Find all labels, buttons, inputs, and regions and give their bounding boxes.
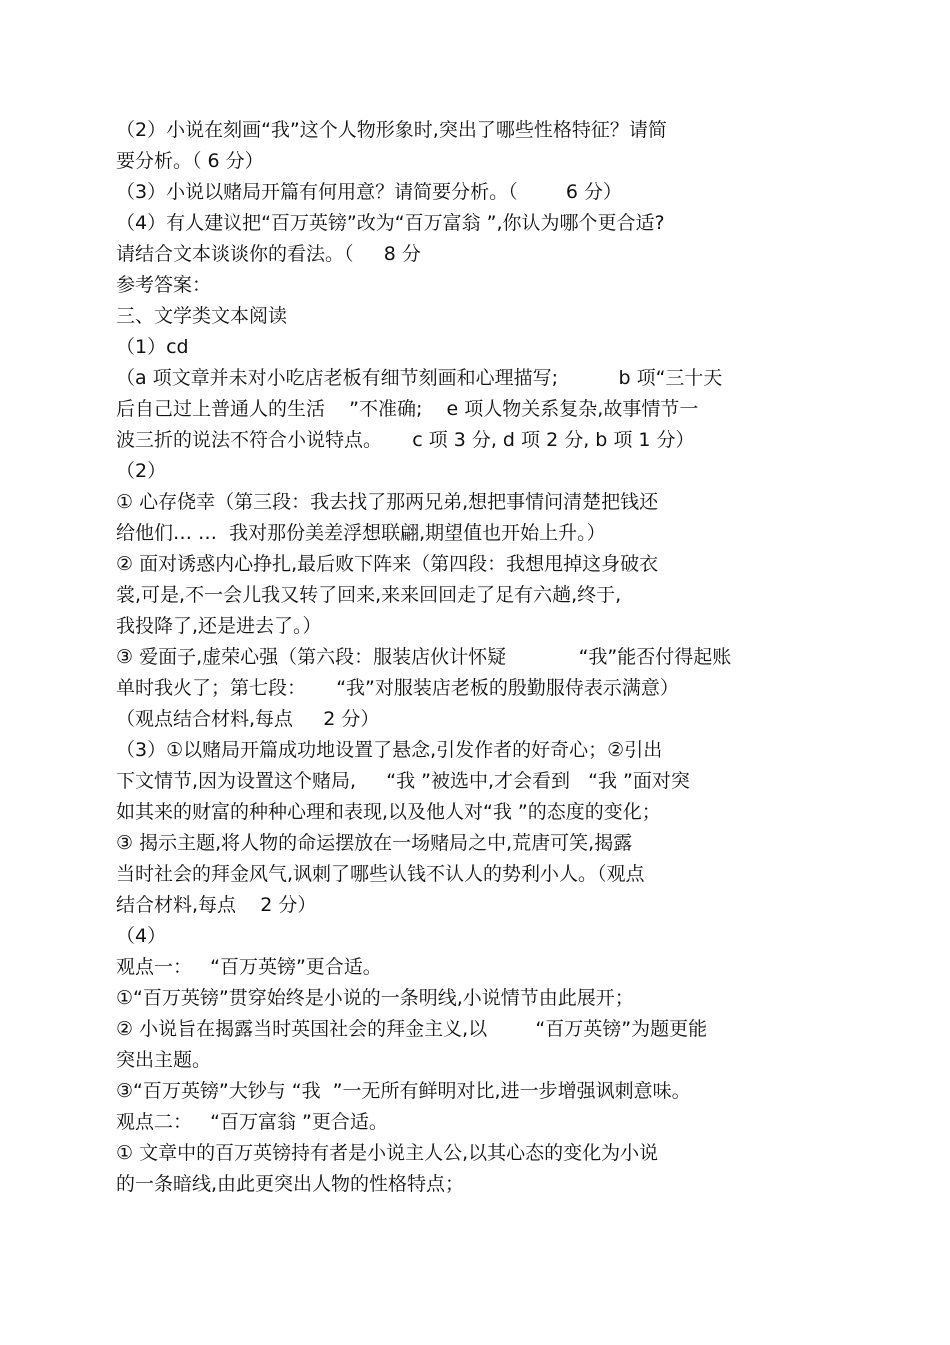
answer-1: （1）cd [116,336,189,358]
answer-2-point-2-line-2: 裳,可是,不一会儿我又转了回来,来来回回走了足有六趟,终于, [116,584,622,606]
viewpoint-1-heading: 观点一： “百万英镑”更合适。 [116,956,382,978]
viewpoint-1-point-2-line-2: 突出主题。 [116,1049,212,1071]
answer-3-line-4: ③ 揭示主题,将人物的命运摆放在一场赌局之中,荒唐可笑,揭露 [116,832,633,854]
viewpoint-2-point-1-line-2: 的一条暗线,由此更突出人物的性格特点； [116,1173,465,1195]
question-4-line-1: （4）有人建议把“百万英镑”改为“百万富翁 ”,你认为哪个更合适? [116,212,665,234]
answer-2-point-2-line-1: ② 面对诱惑内心挣扎,最后败下阵来（第四段：我想甩掉这身破衣 [116,553,659,575]
viewpoint-2-heading: 观点二： “百万富翁 ”更合适。 [116,1111,388,1133]
answer-2-point-3-line-2: 单时我火了；第七段： “我”对服装店老板的殷勤服侍表示满意） [116,677,679,699]
viewpoint-2-point-1-line-1: ① 文章中的百万英镑持有者是小说主人公,以其心态的变化为小说 [116,1142,659,1164]
answer-3-line-3: 如其来的财富的种种心理和表现,以及他人对“我 ”的态度的变化； [116,801,661,823]
answer-2-point-1-line-2: 给他们… … 我对那份美差浮想联翩,期望值也开始上升。） [116,522,606,544]
viewpoint-1-point-2-line-1: ② 小说旨在揭露当时英国社会的拜金主义,以 “百万英镑”为题更能 [116,1018,708,1040]
answer-2-scoring: （观点结合材料,每点 2 分） [116,708,380,730]
question-3: （3）小说以赌局开篇有何用意？请简要分析。（ 6 分） [116,181,623,203]
question-4-line-2: 请结合文本谈谈你的看法。（ 8 分 [116,243,421,265]
answer-2-point-2-line-3: 我投降了,还是进去了。） [116,615,322,637]
question-2-line-1: （2）小说在刻画“我”这个人物形象时,突出了哪些性格特征？请简 [116,119,667,141]
question-2-line-2: 要分析。（ 6 分） [116,150,264,172]
answer-1-explanation-line-1: （a 项文章并未对小吃店老板有细节刻画和心理描写; b 项“三十天 [116,367,723,389]
answer-2-label: （2） [116,460,167,482]
answer-3-line-1: （3）①以赌局开篇成功地设置了悬念,引发作者的好奇心；②引出 [116,739,663,761]
answer-3-line-2: 下文情节,因为设置这个赌局, “我 ”被选中,才会看到 “我 ”面对突 [116,770,690,792]
answer-3-line-5: 当时社会的拜金风气,讽刺了哪些认钱不认人的势利小人。（观点 [116,863,645,885]
document-body [116,115,816,1200]
answer-2-point-3-line-1: ③ 爱面子,虚荣心强（第六段：服装店伙计怀疑 “我”能否付得起账 [116,646,732,668]
answers-heading: 参考答案： [116,274,212,296]
answer-1-explanation-line-2: 后自己过上普通人的生活 ”不准确; e 项人物关系复杂,故事情节一 [116,398,699,420]
viewpoint-1-point-1: ①“百万英镑”贯穿始终是小说的一条明线,小说情节由此展开； [116,987,634,1009]
answer-4-label: （4） [116,925,167,947]
viewpoint-1-point-3: ③“百万英镑”大钞与 “我 ”一无所有鲜明对比,进一步增强讽刺意味。 [116,1080,691,1102]
answer-1-explanation-line-3: 波三折的说法不符合小说特点。 c 项 3 分, d 项 2 分, b 项 1 分） [116,429,695,451]
answer-3-line-6: 结合材料,每点 2 分） [116,894,317,916]
section-heading: 三、文学类文本阅读 [116,305,288,327]
answer-2-point-1-line-1: ① 心存侥幸（第三段：我去找了那两兄弟,想把事情问清楚把钱还 [116,491,659,513]
